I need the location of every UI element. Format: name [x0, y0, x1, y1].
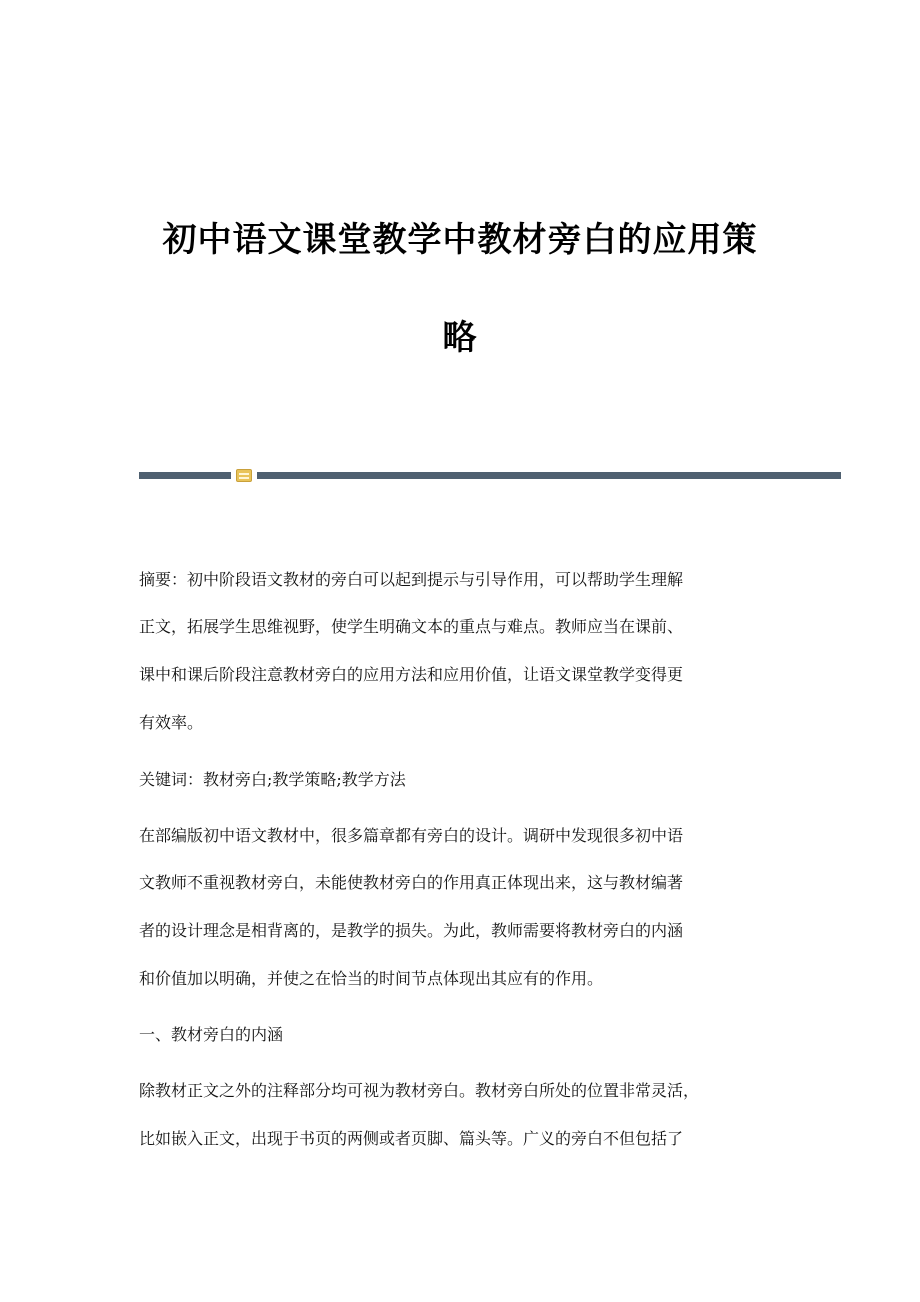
keywords: 关键词：教材旁白;教学策略;教学方法	[139, 770, 406, 789]
intro-line: 者的设计理念是相背离的，是教学的损失。为此，教师需要将教材旁白的内涵	[139, 921, 684, 940]
divider-right-bar	[257, 472, 841, 479]
section-heading: 一、教材旁白的内涵	[139, 1025, 284, 1044]
document-title-line-2: 略	[442, 318, 478, 358]
intro-line: 在部编版初中语文教材中，很多篇章都有旁白的设计。调研中发现很多初中语	[139, 826, 684, 845]
section-body-line: 比如嵌入正文，出现于书页的两侧或者页脚、篇头等。广义的旁白不但包括了	[139, 1129, 684, 1148]
title-divider	[139, 469, 841, 483]
abstract-line: 摘要：初中阶段语文教材的旁白可以起到提示与引导作用，可以帮助学生理解	[139, 570, 684, 589]
divider-ornament-icon	[236, 469, 252, 482]
abstract-line: 正文，拓展学生思维视野，使学生明确文本的重点与难点。教师应当在课前、	[139, 617, 684, 636]
divider-left-bar	[139, 472, 231, 479]
abstract-line: 课中和课后阶段注意教材旁白的应用方法和应用价值，让语文课堂教学变得更	[139, 665, 684, 684]
intro-line: 文教师不重视教材旁白，未能使教材旁白的作用真正体现出来，这与教材编著	[139, 873, 684, 892]
document-title-line-1: 初中语文课堂教学中教材旁白的应用策	[162, 220, 758, 260]
section-body-line: 除教材正文之外的注释部分均可视为教材旁白。教材旁白所处的位置非常灵活，	[139, 1081, 700, 1100]
intro-line: 和价值加以明确，并使之在恰当的时间节点体现出其应有的作用。	[139, 969, 604, 988]
abstract-line: 有效率。	[139, 713, 204, 732]
